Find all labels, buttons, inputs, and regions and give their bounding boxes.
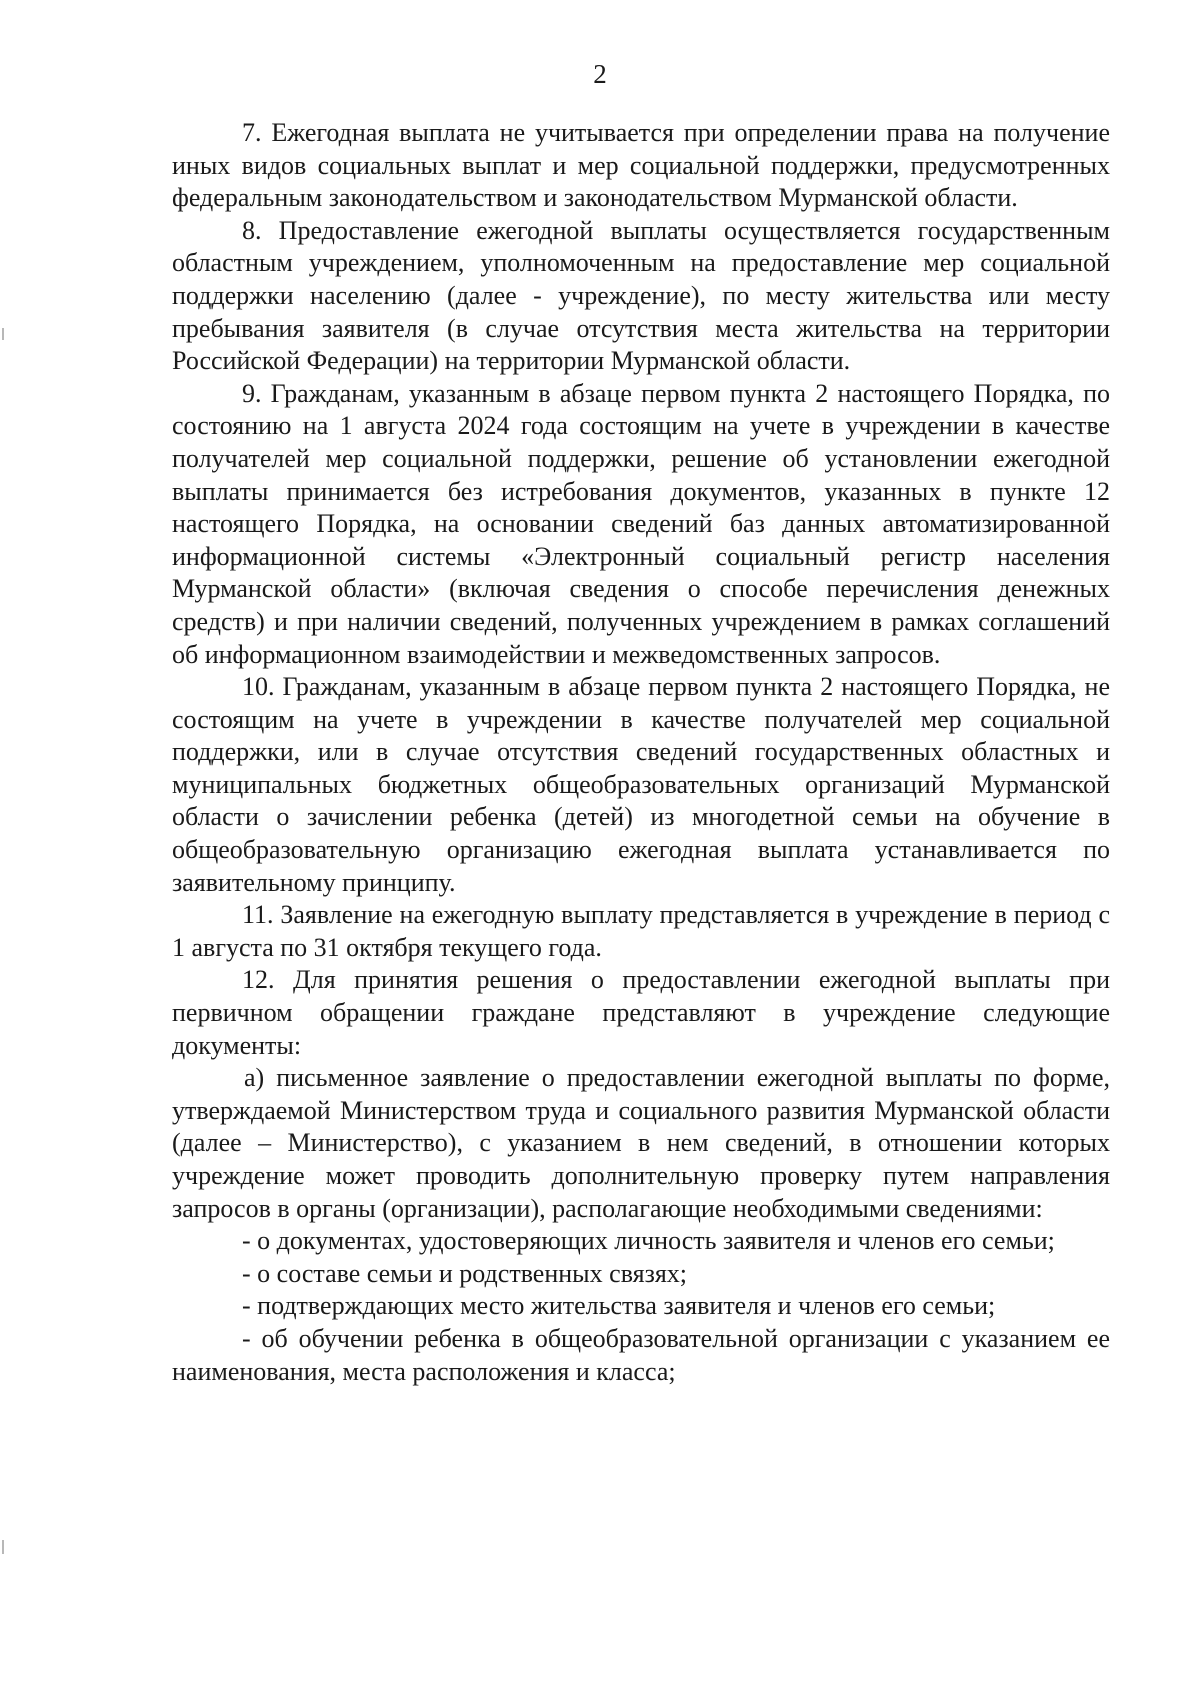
list-item-residence: - подтверждающих место жительства заявителя и членов его семьи;	[242, 1291, 996, 1321]
page-number: 2	[593, 59, 607, 89]
scan-edge-mark	[2, 1540, 4, 1554]
paragraph-8: 8. Предоставление ежегодной выплаты осуществляется государственным областным учреждением, уполномоченным на предоставление мер социальной поддержки населению (далее - учреждение), по месту жительства или месту пребывания заявителя (в случае отсутствия места жительства на территории Российской Федерации) на территории Мурманской области.	[172, 215, 1110, 376]
paragraph-7: 7. Ежегодная выплата не учитывается при определении права на получение иных видов социальных выплат и мер социальной поддержки, предусмотренных федеральным законодательством и законодательством Мурманской области.	[172, 118, 1110, 213]
document-body	[172, 117, 1110, 1388]
scan-edge-mark	[2, 328, 4, 340]
subitem-a: а) письменное заявление о предоставлении ежегодной выплаты по форме, утверждаемой Министерством труда и социального развития Мурманской области (далее – Министерство), с указанием в нем сведений, в отношении которых учреждение может проводить дополнительную проверку путем направления запросов в органы (организации), располагающие необходимыми сведениями:	[172, 1063, 1110, 1223]
list-item-family-composition: - о составе семьи и родственных связях;	[242, 1258, 688, 1288]
list-item-school-enrollment: - об обучении ребенка в общеобразовательной организации с указанием ее наименования, места расположения и класса;	[172, 1323, 1110, 1386]
paragraph-10: 10. Гражданам, указанным в абзаце первом пункта 2 настоящего Порядка, не состоящим на учете в учреждении в качестве получателей мер социальной поддержки, или в случае отсутствия сведений государственных областных и муниципальных бюджетных общеобразовательных организаций Мурманской области о зачислении ребенка (детей) из многодетной семьи на обучение в общеобразовательную организацию ежегодная выплата устанавливается по заявительному принципу.	[172, 672, 1110, 897]
paragraph-12: 12. Для принятия решения о предоставлении ежегодной выплаты при первичном обращении граждане представляют в учреждение следующие документы:	[172, 965, 1110, 1060]
paragraph-11: 11. Заявление на ежегодную выплату представляется в учреждение в период с 1 августа по 31 октября текущего года.	[172, 900, 1110, 962]
list-item-identity-documents: - о документах, удостоверяющих личность заявителя и членов его семьи;	[242, 1226, 1055, 1256]
paragraph-9: 9. Гражданам, указанным в абзаце первом пункта 2 настоящего Порядка, по состоянию на 1 августа 2024 года состоящим на учете в учреждении в качестве получателей мер социальной поддержки, решение об установлении ежегодной выплаты принимается без истребования документов, указанных в пункте 12 настоящего Порядка, на основании сведений баз данных автоматизированной информационной системы «Электронный социальный регистр населения Мурманской области» (включая сведения о способе перечисления денежных средств) и при наличии сведений, полученных учреждением в рамках соглашений об информационном взаимодействии и межведомственных запросов.	[172, 378, 1110, 669]
